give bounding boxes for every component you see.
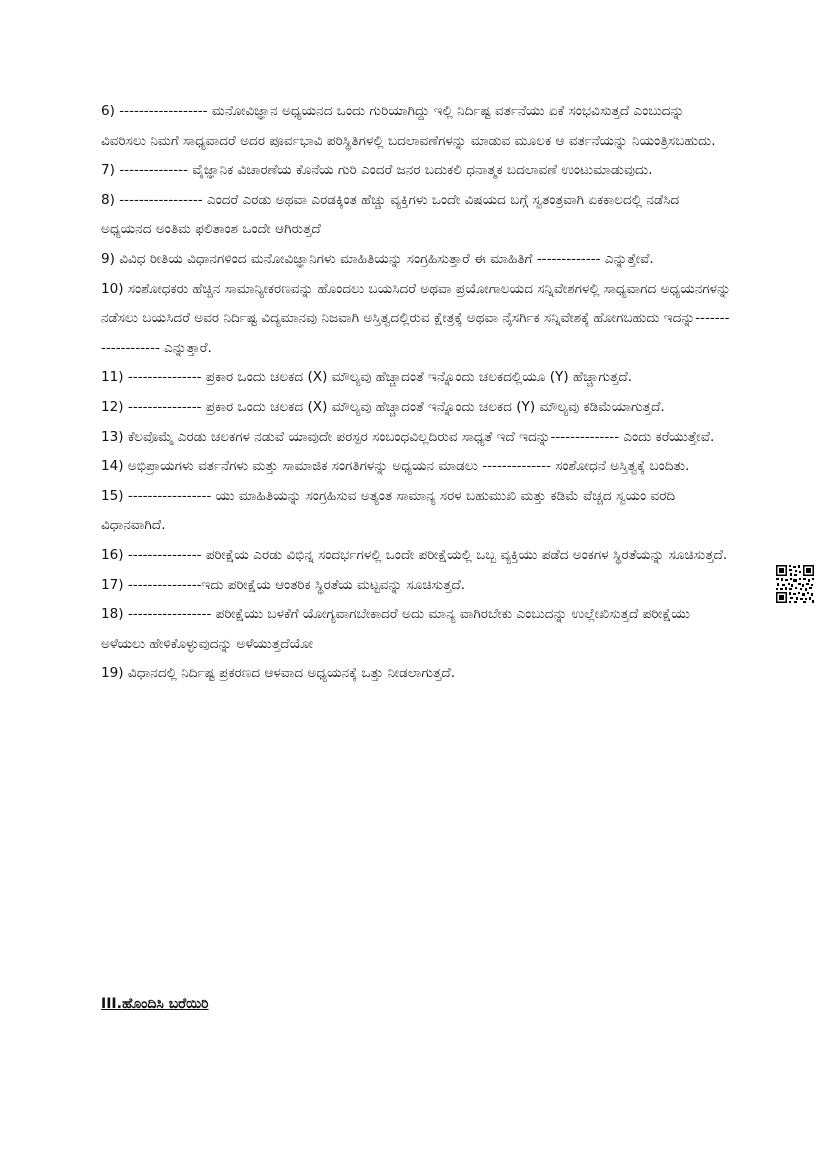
question-10: 10) ಸಂಶೋಧಕರು ಹೆಚ್ಚಿನ ಸಾಮಾನ್ಯೀಕರಣವನ್ನು ಹೊಂದಲು ಬಯಸಿದರೆ ಅಥವಾ ಪ್ರಯೋಗಾಲಯದ ಸನ್ನಿವೇಶಗಳಲ್ಲಿ ಸಾಧ್ಯವಾಗದ ಅಧ್ಯಯನಗಳನ್ನು ನಡೆಸಲು ಬಯಸಿದರೆ ಅವರ ನಿರ್ದಿಷ್ಟ ವಿದ್ಯಮಾನವು ನಿಜವಾಗಿ ಅಸ್ತಿತ್ವದಲ್ಲಿರುವ ಕ್ಷೇತ್ರಕ್ಕೆ ಅಥವಾ ನೈಸರ್ಗಿಕ ಸನ್ನಿವೇಶಕ್ಕೆ ಹೋಗಬಹುದು ಇದನ್ನು------------------- ಎನ್ನುತ್ತಾರೆ. [101, 280, 731, 356]
question-15: 15) ----------------- ಯು ಮಾಹಿತಿಯನ್ನು ಸಂಗ್ರಹಿಸುವ ಅತ್ಯಂತ ಸಾಮಾನ್ಯ ಸರಳ ಬಹುಮುಖಿ ಮತ್ತು ಕಡಿಮೆ ವೆಚ್ಚದ ಸ್ವಯಂ ವರದಿ ವಿಧಾನವಾಗಿದೆ. [101, 487, 676, 534]
question-9: 9) ವಿವಿಧ ರೀತಿಯ ವಿಧಾನಗಳಿಂದ ಮನೋವಿಜ್ಞಾನಿಗಳು ಮಾಹಿತಿಯನ್ನು ಸಂಗ್ರಹಿಸುತ್ತಾರೆ ಈ ಮಾಹಿತಿಗೆ ------------- ಎನ್ನುತ್ತೇವೆ. [101, 250, 654, 267]
question-16: 16) --------------- ಪರೀಕ್ಷೆಯ ಎರಡು ವಿಭಿನ್ನ ಸಂದರ್ಭಗಳಲ್ಲಿ ಒಂದೇ ಪರೀಕ್ಷೆಯಲ್ಲಿ ಒಬ್ಬ ವ್ಯಕ್ತಿಯು ಪಡೆದ ಅಂಕಗಳ ಸ್ಥಿರತೆಯನ್ನು ಸೂಚಿಸುತ್ತದೆ. [101, 546, 728, 563]
question-14: 14) ಅಭಿಪ್ರಾಯಗಳು ವರ್ತನೆಗಳು ಮತ್ತು ಸಾಮಾಜಿಕ ಸಂಗತಿಗಳನ್ನು ಅಧ್ಯಯನ ಮಾಡಲು -------------- ಸಂಶೋಧನೆ ಅಸ್ತಿತ್ವಕ್ಕೆ ಬಂದಿತು. [101, 458, 690, 475]
question-13: 13) ಕೆಲವೊಮ್ಮೆ ಎರಡು ಚಲಕಗಳ ನಡುವೆ ಯಾವುದೇ ಪರಸ್ಪರ ಸಂಬಂಧವಿಲ್ಲದಿರುವ ಸಾಧ್ಯತೆ ಇದೆ ಇದನ್ನು-------------- ಎಂದು ಕರೆಯುತ್ತೇವೆ. [101, 428, 715, 445]
question-7: 7) -------------- ವೈಜ್ಞಾನಿಕ ವಿಚಾರಣೆಯ ಕೊನೆಯ ಗುರಿ ಎಂದರೆ ಜನರ ಬದುಕಲಿ ಧನಾತ್ಮಕ ಬದಲಾವಣೆ ಉಂಟುಮಾಡುವುದು. [101, 162, 653, 179]
question-18: 18) ----------------- ಪರೀಕ್ಷೆಯು ಬಳಕೆಗೆ ಯೋಗ್ಯವಾಗಬೇಕಾದರೆ ಅದು ಮಾನ್ಯ ವಾಗಿರಬೇಕು ಎಂಬುದನ್ನು ಉಲ್ಲೇಖಿಸುತ್ತದೆ ಪರೀಕ್ಷೆಯು ಅಳೆಯಲು ಹೇಳಿಕೊಳ್ಳುವುದನ್ನು ಅಳೆಯುತ್ತದೆಯೋ [101, 606, 691, 652]
question-17: 17) ---------------ಇದು ಪರೀಕ್ಷೆಯ ಆಂತರಿಕ ಸ್ಥಿರತೆಯ ಮಟ್ಟವನ್ನು ಸೂಚಿಸುತ್ತದೆ. [101, 576, 466, 593]
question-11: 11) --------------- ಪ್ರಕಾರ ಒಂದು ಚಲಕದ (X) ಮೌಲ್ಯವು ಹೆಚ್ಚಾದಂತೆ ಇನ್ನೊಂದು ಚಲಕದಲ್ಲಿಯೂ (Y) ಹೆಚ್ಚಾಗುತ್ತದೆ. [101, 369, 633, 386]
question-list [101, 97, 731, 689]
question-8: 8) ----------------- ಎಂದರೆ ಎರಡು ಅಥವಾ ಎರಡಕ್ಕಿಂತ ಹೆಚ್ಚು ವ್ಯಕ್ತಿಗಳು ಒಂದೇ ವಿಷಯದ ಬಗ್ಗೆ ಸ್ವತಂತ್ರವಾಗಿ ಏಕಕಾಲದಲ್ಲಿ ನಡೆಸಿದ ಅಧ್ಯಯನದ ಅಂತಿಮ ಫಲಿತಾಂಶ ಒಂದೇ ಆಗಿರುತ್ತದೆ [101, 191, 680, 238]
section-heading: III.ಹೊಂದಿಸಿ ಬರೆಯಿರಿ [101, 996, 209, 1012]
question-6: 6) ------------------ ಮನೋವಿಜ್ಞಾನ ಅಧ್ಯಯನದ ಒಂದು ಗುರಿಯಾಗಿದ್ದು ಇಲ್ಲಿ ನಿರ್ದಿಷ್ಟ ವರ್ತನೆಯು ಏಕೆ ಸಂಭವಿಸುತ್ತದೆ ಎಂಬುದನ್ನು ವಿವರಿಸಲು ನಿಮಗೆ ಸಾಧ್ಯವಾದರೆ ಅದರ ಪೂರ್ವಭಾವಿ ಪರಿಸ್ಥಿತಿಗಳಲ್ಲಿ ಬದಲಾವಣೆಗಳನ್ನು ಮಾಡುವ ಮೂಲಕ ಆ ವರ್ತನೆಯನ್ನು ನಿಯಂತ್ರಿಸಬಹುದು. [101, 103, 716, 149]
question-19: 19) ವಿಧಾನದಲ್ಲಿ ನಿರ್ದಿಷ್ಟ ಪ್ರಕರಣದ ಆಳವಾದ ಅಧ್ಯಯನಕ್ಕೆ ಒತ್ತು ನೀಡಲಾಗುತ್ತದೆ. [101, 665, 456, 682]
qr-code-icon [776, 565, 814, 603]
question-12: 12) --------------- ಪ್ರಕಾರ ಒಂದು ಚಲಕದ (X) ಮೌಲ್ಯವು ಹೆಚ್ಚಾದಂತೆ ಇನ್ನೊಂದು ಚಲಕದ (Y) ಮೌಲ್ಯವು ಕಡಿಮೆಯಾಗುತ್ತದೆ. [101, 398, 665, 415]
